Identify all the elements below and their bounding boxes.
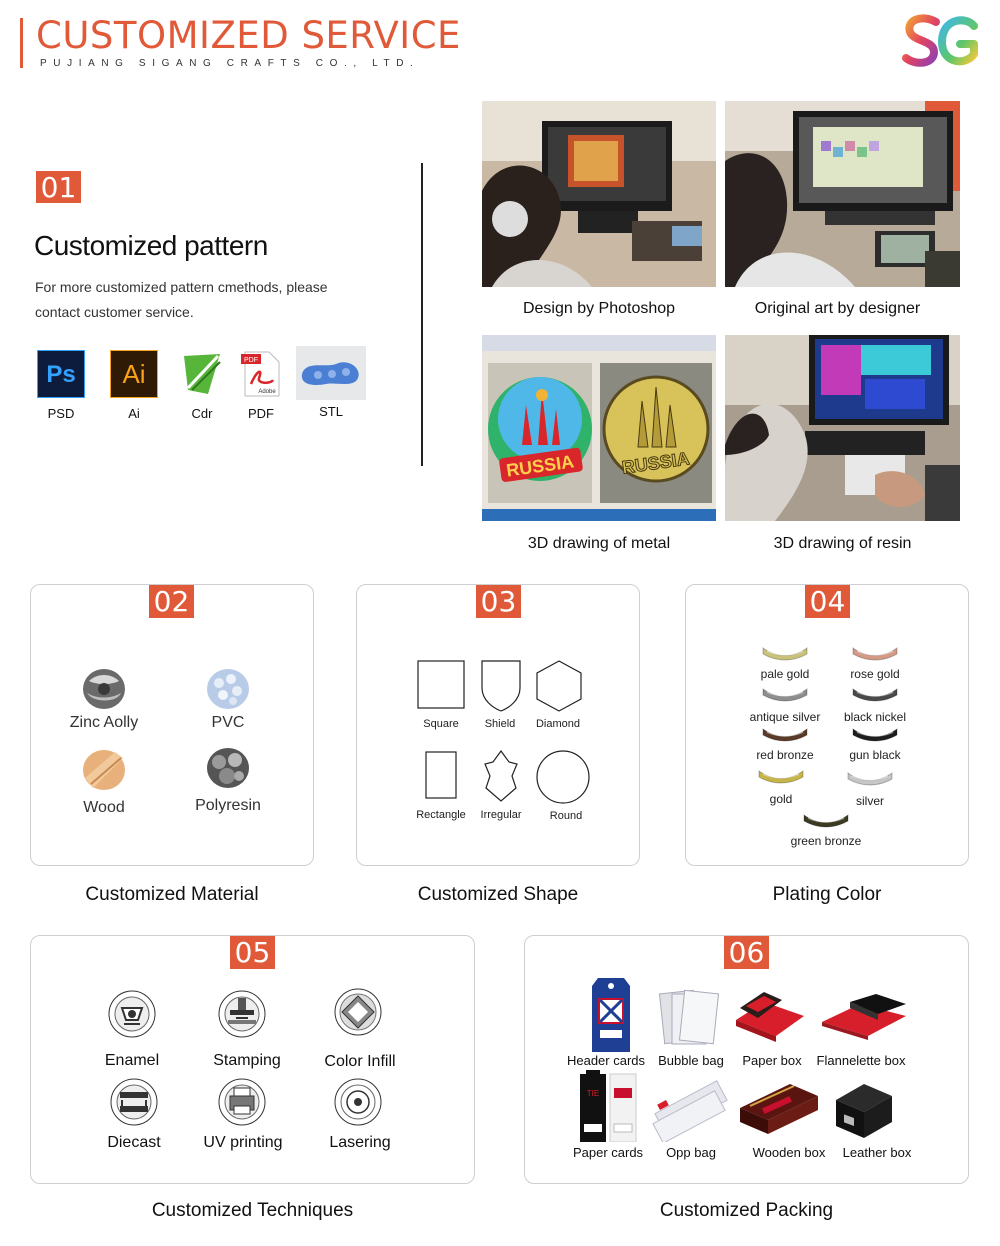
header-accent-bar	[20, 18, 23, 68]
section-number-05: 05	[230, 936, 275, 969]
section-title-material: Customized Material	[85, 884, 259, 905]
caption-3d-drawing-metal: 3D drawing of metal	[527, 535, 671, 552]
section-title-packing: Customized Packing	[659, 1200, 834, 1221]
format-label: STL	[319, 404, 343, 419]
photo-design-by-photoshop	[482, 101, 716, 287]
square-shape-icon	[417, 660, 465, 715]
svg-text:PDF: PDF	[244, 357, 258, 364]
sg-logo-icon	[900, 12, 980, 70]
format-pdf	[231, 350, 291, 421]
pattern-description: For more customized pattern cmethods, please contact customer service.	[35, 279, 328, 320]
technique-label: Color Infill	[324, 1053, 396, 1070]
pdf-icon	[237, 350, 285, 398]
shape-label: Square	[423, 718, 459, 730]
plating-swatch-green-bronze	[802, 811, 850, 834]
plating-swatch-antique-silver	[761, 685, 809, 708]
plating-swatch-silver	[846, 769, 894, 792]
packing-label: Header cards	[566, 1053, 646, 1068]
wooden-box-icon	[738, 1078, 820, 1141]
plating-label: antique silver	[749, 710, 821, 724]
plating-label: red bronze	[756, 748, 814, 762]
photoshop-icon	[37, 350, 85, 398]
svg-text:TIE: TIE	[586, 1089, 600, 1098]
divider-line	[421, 163, 423, 466]
plating-swatch-gold	[757, 767, 805, 790]
format-psd	[31, 350, 91, 421]
section-number-01: 01	[36, 171, 81, 203]
shape-label: Round	[549, 810, 583, 822]
format-label: Cdr	[191, 406, 213, 421]
plating-label: gold	[769, 792, 793, 806]
material-label: Zinc Aolly	[69, 714, 139, 731]
diamond-shape-icon	[536, 660, 582, 717]
stamping-icon	[218, 990, 266, 1043]
format-label: Ai	[128, 406, 140, 421]
packing-label: Flannelette box	[816, 1053, 906, 1068]
pvc-icon	[205, 667, 251, 716]
lasering-icon	[334, 1078, 382, 1131]
plating-swatch-black-nickel	[851, 685, 899, 708]
format-ai	[104, 350, 164, 421]
shape-label: Irregular	[480, 809, 522, 821]
paper-box-icon	[734, 990, 808, 1049]
shield-shape-icon	[481, 660, 521, 717]
technique-label: Enamel	[104, 1052, 160, 1069]
caption-design-by-photoshop: Design by Photoshop	[522, 300, 676, 317]
plating-swatch-red-bronze	[761, 725, 809, 748]
wood-icon	[81, 748, 127, 797]
photo-3d-drawing-resin	[725, 335, 960, 521]
shape-label: Shield	[484, 718, 516, 730]
russia-text: RUSSIA	[505, 451, 576, 481]
technique-label: UV printing	[203, 1134, 283, 1151]
flannelette-box-icon	[820, 994, 908, 1045]
diecast-icon	[110, 1078, 158, 1131]
plating-label: silver	[855, 794, 884, 808]
packing-label: Bubble bag	[658, 1053, 724, 1068]
section-title-shape: Customized Shape	[417, 884, 579, 905]
stl-model-icon	[296, 346, 366, 400]
photo-3d-drawing-metal	[482, 335, 716, 521]
zinc-alloy-icon	[81, 667, 127, 716]
enamel-icon	[108, 990, 156, 1043]
packing-label: Paper box	[742, 1053, 802, 1068]
material-label: PVC	[211, 714, 245, 731]
format-cdr	[172, 350, 232, 421]
section-title-techniques: Customized Techniques	[151, 1200, 354, 1221]
photo-original-art	[725, 101, 960, 287]
irregular-shape-icon	[484, 750, 518, 807]
page-title: CUSTOMIZED SERVICE	[36, 14, 461, 57]
paper-cards-icon	[580, 1070, 638, 1147]
svg-text:Adobe: Adobe	[258, 389, 276, 395]
technique-label: Diecast	[107, 1134, 161, 1151]
polyresin-icon	[205, 746, 251, 795]
color-infill-icon	[334, 988, 382, 1041]
plating-label: green bronze	[790, 834, 862, 848]
plating-label: gun black	[849, 748, 901, 762]
header-cards-icon	[590, 978, 632, 1057]
plating-label: pale gold	[760, 667, 810, 681]
bubble-bag-icon	[658, 988, 720, 1051]
packing-label: Paper cards	[572, 1145, 644, 1160]
section-number-06: 06	[724, 936, 769, 969]
material-label: Wood	[83, 799, 125, 816]
company-name: PUJIANG SIGANG CRAFTS CO., LTD.	[40, 58, 420, 69]
material-label: Polyresin	[195, 797, 261, 814]
technique-label: Stamping	[213, 1052, 281, 1069]
caption-original-art: Original art by designer	[754, 300, 921, 317]
format-stl	[296, 350, 366, 419]
plating-label: black nickel	[843, 710, 907, 724]
svg-text:Ai: Ai	[122, 359, 146, 389]
plating-swatch-rose-gold	[851, 644, 899, 667]
plating-swatch-gun-black	[851, 725, 899, 748]
section-heading-pattern: Customized pattern	[34, 230, 268, 261]
packing-label: Wooden box	[752, 1145, 826, 1160]
section-number-03: 03	[476, 585, 521, 618]
section-title-plating: Plating Color	[772, 884, 882, 905]
opp-bag-icon	[648, 1072, 728, 1147]
plating-swatch-pale-gold	[761, 644, 809, 667]
uv-printing-icon	[218, 1078, 266, 1131]
technique-label: Lasering	[329, 1134, 391, 1151]
packing-label: Opp bag	[666, 1145, 716, 1160]
section-number-04: 04	[805, 585, 850, 618]
round-shape-icon	[535, 749, 591, 810]
coreldraw-icon	[178, 350, 226, 398]
illustrator-icon	[110, 350, 158, 398]
plating-label: rose gold	[850, 667, 900, 681]
format-label: PDF	[248, 406, 274, 421]
shape-label: Rectangle	[416, 809, 466, 821]
russia-text-metal: RUSSIA	[620, 448, 691, 478]
leather-box-icon	[832, 1080, 894, 1145]
format-label: PSD	[47, 406, 75, 421]
section-number-02: 02	[149, 585, 194, 618]
caption-3d-drawing-resin: 3D drawing of resin	[773, 535, 912, 552]
shape-label: Diamond	[535, 718, 581, 730]
rectangle-shape-icon	[425, 751, 457, 804]
packing-label: Leather box	[842, 1145, 912, 1160]
svg-text:Ps: Ps	[46, 361, 76, 388]
